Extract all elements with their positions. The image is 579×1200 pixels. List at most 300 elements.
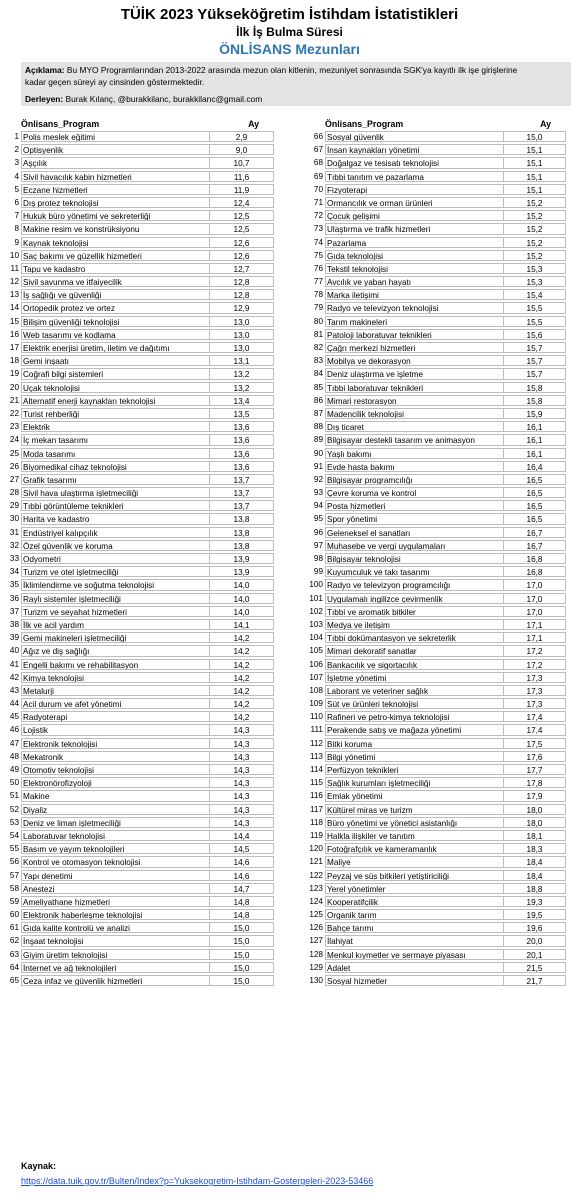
- program-name: Bilgisayar programcılığı: [325, 474, 504, 485]
- program-name: Optisyenlik: [21, 144, 210, 155]
- months-value: 13,0: [209, 316, 274, 327]
- row-number: 102: [309, 606, 323, 616]
- program-name: Bankacılık ve sigortacılık: [325, 659, 504, 670]
- program-name: İnşaat teknolojisi: [21, 935, 210, 946]
- table-row: [4, 710, 274, 723]
- program-name: Mobilya ve dekorasyon: [325, 355, 504, 366]
- months-value: 15,2: [503, 223, 566, 234]
- row-number: 110: [309, 712, 323, 722]
- table-row: [4, 407, 274, 420]
- table-row: [4, 631, 274, 644]
- program-name: Emlak yönetimi: [325, 790, 504, 801]
- months-value: 17,1: [503, 619, 566, 630]
- table-row: [308, 934, 566, 947]
- table-row: [4, 130, 274, 143]
- table-row: [4, 222, 274, 235]
- row-number: 74: [313, 237, 323, 247]
- table-row: [308, 473, 566, 486]
- table-row: [4, 275, 274, 288]
- row-number: 38: [9, 619, 19, 629]
- table-row: [308, 539, 566, 552]
- row-number: 124: [309, 896, 323, 906]
- table-row: [4, 301, 274, 314]
- table-row: [4, 328, 274, 341]
- row-number: 41: [9, 659, 19, 669]
- table-row: [308, 156, 566, 169]
- table-row: [4, 803, 274, 816]
- months-value: 20,1: [503, 949, 566, 960]
- compiler-label: Derleyen:: [25, 94, 64, 104]
- row-number: 93: [313, 488, 323, 498]
- table-header: [308, 118, 566, 130]
- program-name: Sosyal güvenlik: [325, 131, 504, 142]
- program-name: Elektrik: [21, 421, 210, 432]
- row-number: 97: [313, 540, 323, 550]
- months-value: 14,3: [209, 724, 274, 735]
- months-value: 13,8: [209, 527, 274, 538]
- months-value: 14,4: [209, 830, 274, 841]
- table-row: [308, 288, 566, 301]
- program-name: Gemi inşaatı: [21, 355, 210, 366]
- program-name: İnsan kaynakları yönetimi: [325, 144, 504, 155]
- row-number: 120: [309, 844, 323, 854]
- months-value: 18,4: [503, 870, 566, 881]
- row-number: 54: [9, 830, 19, 840]
- program-name: Anestezi: [21, 883, 210, 894]
- months-value: 16,1: [503, 434, 566, 445]
- program-name: Uygulamalı ingilizce çevirmenlik: [325, 593, 504, 604]
- row-number: 46: [9, 725, 19, 735]
- program-name: Bitki koruma: [325, 738, 504, 749]
- months-value: 17,9: [503, 790, 566, 801]
- row-number: 65: [9, 976, 19, 985]
- program-name: Özel güvenlik ve koruma: [21, 540, 210, 551]
- table-row: [308, 328, 566, 341]
- page-subtitle: İlk İş Bulma Süresi: [236, 25, 343, 39]
- row-number: 22: [9, 408, 19, 418]
- table-row: [4, 249, 274, 262]
- table-row: [4, 143, 274, 156]
- row-number: 94: [313, 501, 323, 511]
- row-number: 62: [9, 936, 19, 946]
- table-row: [4, 658, 274, 671]
- row-number: 92: [313, 474, 323, 484]
- program-name: Metalurji: [21, 685, 210, 696]
- row-number: 51: [9, 791, 19, 801]
- table-row: [4, 526, 274, 539]
- row-number: 5: [14, 184, 19, 194]
- table-row: [308, 882, 566, 895]
- row-number: 36: [9, 593, 19, 603]
- months-value: 17,4: [503, 711, 566, 722]
- table-row: [308, 460, 566, 473]
- table-row: [4, 644, 274, 657]
- months-value: 15,1: [503, 184, 566, 195]
- months-value: 18,1: [503, 830, 566, 841]
- row-number: 69: [313, 171, 323, 181]
- program-name: Peyzaj ve süs bitkileri yetiştiriciliği: [325, 870, 504, 881]
- row-number: 28: [9, 488, 19, 498]
- row-number: 35: [9, 580, 19, 590]
- months-value: 15,7: [503, 342, 566, 353]
- row-number: 111: [310, 725, 323, 735]
- table-row: [308, 948, 566, 961]
- program-name: Uçak teknolojisi: [21, 382, 210, 393]
- table-row: [308, 921, 566, 934]
- table-row: [4, 473, 274, 486]
- months-value: 19,5: [503, 909, 566, 920]
- table-row: [308, 974, 566, 987]
- program-name: Rafineri ve petro-kimya teknolojisi: [325, 711, 504, 722]
- months-value: 15,3: [503, 276, 566, 287]
- months-value: 21,7: [503, 975, 566, 986]
- months-value: 18,8: [503, 883, 566, 894]
- table-row: [308, 829, 566, 842]
- program-name: Kaynak teknolojisi: [21, 237, 210, 248]
- row-number: 87: [313, 408, 323, 418]
- months-value: 13,7: [209, 474, 274, 485]
- months-value: 14,2: [209, 659, 274, 670]
- program-name: Muhasebe ve vergi uygulamaları: [325, 540, 504, 551]
- months-value: 15,0: [209, 962, 274, 973]
- program-name: Gemi makineleri işletmeciliği: [21, 632, 210, 643]
- table-row: [308, 869, 566, 882]
- program-name: Marka iletişimi: [325, 289, 504, 300]
- months-value: 15,1: [503, 144, 566, 155]
- program-name: Perfüzyon teknikleri: [325, 764, 504, 775]
- program-name: İç mekan tasarımı: [21, 434, 210, 445]
- row-number: 1: [14, 132, 19, 141]
- row-number: 115: [309, 778, 323, 788]
- months-value: 17,5: [503, 738, 566, 749]
- program-name: Turizm ve seyahat hizmetleri: [21, 606, 210, 617]
- table-row: [4, 315, 274, 328]
- program-name: Raylı sistemler işletmeciliği: [21, 593, 210, 604]
- program-name: Kimya teknolojisi: [21, 672, 210, 683]
- table-row: [308, 301, 566, 314]
- months-value: 17,7: [503, 764, 566, 775]
- table-row: [4, 684, 274, 697]
- months-value: 16,5: [503, 487, 566, 498]
- months-value: 13,0: [209, 329, 274, 340]
- program-name: Saç bakımı ve güzellik hizmetleri: [21, 250, 210, 261]
- table-row: [4, 882, 274, 895]
- months-value: 16,8: [503, 566, 566, 577]
- row-number: 79: [313, 303, 323, 313]
- source-link[interactable]: https://data.tuik.gov.tr/Bulten/Index?p=Yuksekogretim-Istihdam-Gostergeleri-2023-53466: [21, 1176, 374, 1186]
- program-name: Ortopedik protez ve ortez: [21, 302, 210, 313]
- program-name: Ameliyathane hizmetleri: [21, 896, 210, 907]
- months-value: 15,2: [503, 237, 566, 248]
- months-value: 14,0: [209, 593, 274, 604]
- program-name: Radyoterapi: [21, 711, 210, 722]
- program-name: Tekstil teknolojisi: [325, 263, 504, 274]
- table-row: [4, 170, 274, 183]
- months-value: 15,0: [209, 922, 274, 933]
- table-row: [308, 776, 566, 789]
- program-name: Aşçılık: [21, 157, 210, 168]
- months-value: 14,2: [209, 672, 274, 683]
- table-row: [308, 895, 566, 908]
- months-value: 14,2: [209, 685, 274, 696]
- months-value: 15,9: [503, 408, 566, 419]
- months-value: 14,2: [209, 711, 274, 722]
- months-value: 17,0: [503, 606, 566, 617]
- description-line-2: kadar geçen süreyi ay cinsinden göstermektedir.: [25, 77, 205, 87]
- program-name: Mekatronik: [21, 751, 210, 762]
- source-label: Kaynak:: [21, 1161, 57, 1171]
- table-row: [308, 592, 566, 605]
- program-name: Halkla ilişkiler ve tanıtım: [325, 830, 504, 841]
- months-value: 13,9: [209, 553, 274, 564]
- months-value: 15,5: [503, 316, 566, 327]
- months-value: 14,2: [209, 632, 274, 643]
- program-name: Hukuk büro yönetimi ve sekreterliği: [21, 210, 210, 221]
- table-row: [308, 723, 566, 736]
- table-row: [308, 130, 566, 143]
- program-name: Moda tasarımı: [21, 448, 210, 459]
- compiler-line: [25, 93, 567, 105]
- months-value: 14,3: [209, 738, 274, 749]
- months-value: 14,3: [209, 777, 274, 788]
- program-name: Medya ve iletişim: [325, 619, 504, 630]
- months-value: 14,0: [209, 579, 274, 590]
- program-name: Yaşlı bakımı: [325, 448, 504, 459]
- program-name: Biyomedikal cihaz teknolojisi: [21, 461, 210, 472]
- page-title: TÜİK 2023 Yükseköğretim İstihdam İstatistikleri: [120, 6, 459, 23]
- table-row: [4, 855, 274, 868]
- table-row: [4, 565, 274, 578]
- table-row: [308, 420, 566, 433]
- months-value: 13,4: [209, 395, 274, 406]
- months-value: 13,1: [209, 355, 274, 366]
- program-name: Tıbbi laboratuvar teknikleri: [325, 382, 504, 393]
- table-row: [4, 578, 274, 591]
- table-row: [308, 565, 566, 578]
- table-row: [4, 750, 274, 763]
- row-number: 55: [9, 844, 19, 854]
- program-name: Coğrafi bilgi sistemleri: [21, 368, 210, 379]
- months-value: 14,6: [209, 856, 274, 867]
- row-number: 26: [9, 461, 19, 471]
- program-name: İlahiyat: [325, 935, 504, 946]
- table-row: [4, 869, 274, 882]
- compiler-text: Burak Kılanç, @burakkilanc, burakkilanc@gmail.com: [63, 94, 263, 104]
- months-value: 16,1: [503, 421, 566, 432]
- row-number: 78: [313, 290, 323, 300]
- row-number: 91: [313, 461, 323, 471]
- row-number: 13: [9, 290, 19, 300]
- program-name: Spor yönetimi: [325, 513, 504, 524]
- row-number: 14: [9, 303, 19, 313]
- months-value: 14,1: [209, 619, 274, 630]
- table-row: [308, 407, 566, 420]
- table-row: [308, 526, 566, 539]
- table-row: [4, 433, 274, 446]
- months-value: 17,2: [503, 659, 566, 670]
- row-number: 117: [309, 804, 323, 814]
- program-name: Elektrik enerjisi üretim, iletim ve dağıtımı: [21, 342, 210, 353]
- months-value: 16,7: [503, 540, 566, 551]
- row-number: 77: [313, 277, 323, 287]
- table-row: [308, 315, 566, 328]
- program-name: Menkul kıymetler ve sermaye piyasası: [325, 949, 504, 960]
- table-row: [308, 710, 566, 723]
- row-number: 63: [9, 949, 19, 959]
- program-name: Tapu ve kadastro: [21, 263, 210, 274]
- row-number: 60: [9, 910, 19, 920]
- table-row: [308, 618, 566, 631]
- table-row: [308, 196, 566, 209]
- program-name: İş sağlığı ve güvenliği: [21, 289, 210, 300]
- months-value: 9,0: [209, 144, 274, 155]
- months-value: 17,1: [503, 632, 566, 643]
- program-name: Polis meslek eğitimi: [21, 131, 210, 142]
- row-number: 16: [9, 329, 19, 339]
- table-row: [4, 974, 274, 987]
- info-box: [21, 62, 571, 106]
- table-row: [4, 236, 274, 249]
- column-header-program: Önlisans_Program: [21, 119, 100, 129]
- row-number: 122: [309, 870, 323, 880]
- months-value: 17,6: [503, 751, 566, 762]
- table-row: [4, 934, 274, 947]
- row-number: 24: [9, 435, 19, 445]
- program-name: Bilgi yönetimi: [325, 751, 504, 762]
- program-name: Maliye: [325, 856, 504, 867]
- row-number: 19: [9, 369, 19, 379]
- months-value: 13,2: [209, 368, 274, 379]
- months-value: 19,3: [503, 896, 566, 907]
- months-value: 19,6: [503, 922, 566, 933]
- row-number: 118: [309, 817, 323, 827]
- months-value: 16,7: [503, 527, 566, 538]
- program-name: Çevre koruma ve kontrol: [325, 487, 504, 498]
- program-name: Tarım makineleri: [325, 316, 504, 327]
- table-row: [308, 262, 566, 275]
- months-value: 17,2: [503, 645, 566, 656]
- program-name: Tıbbi tanıtım ve pazarlama: [325, 171, 504, 182]
- column-header-program: Önlisans_Program: [325, 119, 404, 129]
- row-number: 4: [14, 171, 19, 181]
- program-name: Turist rehberliği: [21, 408, 210, 419]
- program-name: Ulaştırma ve trafik hizmetleri: [325, 223, 504, 234]
- program-name: Çocuk gelişimi: [325, 210, 504, 221]
- program-name: Sivil hava ulaştırma işletmeciliği: [21, 487, 210, 498]
- table-row: [308, 381, 566, 394]
- row-number: 9: [14, 237, 19, 247]
- program-name: Elektronörofizyoloji: [21, 777, 210, 788]
- table-row: [308, 275, 566, 288]
- row-number: 67: [313, 145, 323, 155]
- table-row: [4, 592, 274, 605]
- program-name: Kooperatifçilik: [325, 896, 504, 907]
- table-row: [308, 341, 566, 354]
- months-value: 13,7: [209, 500, 274, 511]
- row-number: 99: [313, 567, 323, 577]
- row-number: 116: [309, 791, 323, 801]
- program-name: Grafik tasarımı: [21, 474, 210, 485]
- table-row: [308, 222, 566, 235]
- row-number: 21: [9, 395, 19, 405]
- program-name: Fizyoterapi: [325, 184, 504, 195]
- months-value: 17,0: [503, 593, 566, 604]
- table-row: [4, 367, 274, 380]
- program-name: İnternet ve ağ teknolojileri: [21, 962, 210, 973]
- program-name: Organik tarım: [325, 909, 504, 920]
- months-value: 17,3: [503, 698, 566, 709]
- months-value: 13,8: [209, 540, 274, 551]
- program-name: Laborant ve veteriner sağlık: [325, 685, 504, 696]
- row-number: 52: [9, 804, 19, 814]
- program-name: Fotoğrafçılık ve kameramanlık: [325, 843, 504, 854]
- row-number: 129: [309, 962, 323, 972]
- months-value: 17,0: [503, 579, 566, 590]
- months-value: 16,1: [503, 448, 566, 459]
- months-value: 14,3: [209, 764, 274, 775]
- row-number: 45: [9, 712, 19, 722]
- months-value: 14,3: [209, 790, 274, 801]
- row-number: 7: [14, 211, 19, 221]
- program-name: İşletme yönetimi: [325, 672, 504, 683]
- program-name: Radyo ve televizyon programcılığı: [325, 579, 504, 590]
- row-number: 68: [313, 158, 323, 168]
- months-value: 14,2: [209, 698, 274, 709]
- table-row: [4, 763, 274, 776]
- months-value: 14,0: [209, 606, 274, 617]
- months-value: 15,0: [209, 975, 274, 986]
- row-number: 71: [313, 197, 323, 207]
- table-row: [4, 908, 274, 921]
- months-value: 12,4: [209, 197, 274, 208]
- row-number: 80: [313, 316, 323, 326]
- months-value: 14,2: [209, 645, 274, 656]
- months-value: 14,5: [209, 843, 274, 854]
- row-number: 119: [309, 830, 323, 840]
- program-name: Web tasarımı ve kodlama: [21, 329, 210, 340]
- program-name: Bilgisayar destekli tasarım ve animasyon: [325, 434, 504, 445]
- program-name: Ceza infaz ve güvenlik hizmetleri: [21, 975, 210, 986]
- program-table-left: [4, 118, 274, 987]
- table-row: [4, 921, 274, 934]
- months-value: 17,8: [503, 777, 566, 788]
- table-row: [308, 855, 566, 868]
- program-name: Adalet: [325, 962, 504, 973]
- program-name: Süt ve ürünleri teknolojisi: [325, 698, 504, 709]
- row-number: 100: [309, 580, 323, 590]
- months-value: 12,8: [209, 289, 274, 300]
- table-row: [4, 512, 274, 525]
- table-row: [4, 420, 274, 433]
- months-value: 14,3: [209, 751, 274, 762]
- program-name: Lojistik: [21, 724, 210, 735]
- table-row: [308, 394, 566, 407]
- program-name: Kontrol ve otomasyon teknolojisi: [21, 856, 210, 867]
- program-name: Ormancılık ve orman ürünleri: [325, 197, 504, 208]
- row-number: 85: [313, 382, 323, 392]
- program-name: Bahçe tarımı: [325, 922, 504, 933]
- months-value: 14,7: [209, 883, 274, 894]
- program-name: Makine: [21, 790, 210, 801]
- row-number: 89: [313, 435, 323, 445]
- program-name: Engelli bakımı ve rehabilitasyon: [21, 659, 210, 670]
- months-value: 15,0: [503, 131, 566, 142]
- program-name: Kuyumculuk ve takı tasarımı: [325, 566, 504, 577]
- months-value: 14,3: [209, 817, 274, 828]
- table-row: [4, 842, 274, 855]
- row-number: 2: [14, 145, 19, 155]
- table-row: [4, 948, 274, 961]
